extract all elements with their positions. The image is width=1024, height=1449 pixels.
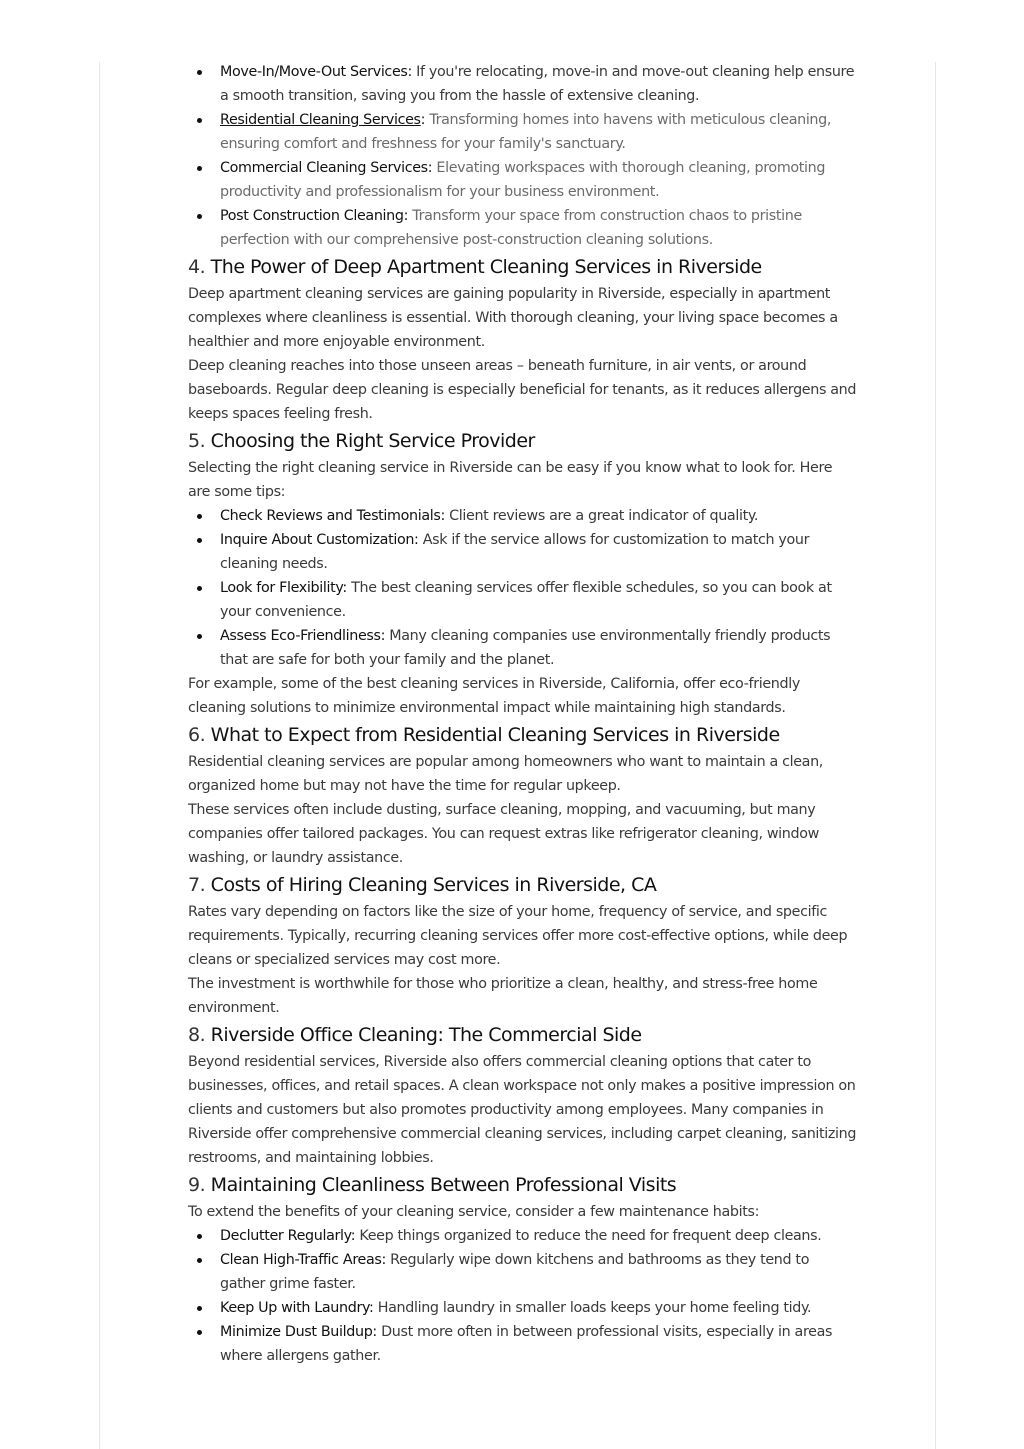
list-item: Commercial Cleaning Services: Elevating workspaces with thorough cleaning, promoting productivity and professionalism for your business environment.: [188, 156, 858, 204]
bullet-icon: [197, 70, 202, 75]
section-heading: 4. The Power of Deep Apartment Cleaning Services in Riverside: [188, 256, 762, 278]
bullet-icon: [197, 514, 202, 519]
paragraph: These services often include dusting, surface cleaning, mopping, and vacuuming, but many companies offer tailored packages. You can request extras like refrigerator cleaning, window washing, or laundry assistance.: [188, 802, 819, 866]
list-item: Move-In/Move-Out Services: If you're relocating, move-in and move-out cleaning help ensure a smooth transition, saving you from the hassle of extensive cleaning.: [188, 60, 858, 108]
list-item: Keep Up with Laundry: Handling laundry in smaller loads keeps your home feeling tidy.: [188, 1296, 858, 1320]
list-item: Look for Flexibility: The best cleaning services offer flexible schedules, so you can book at your convenience.: [188, 576, 858, 624]
paragraph: The investment is worthwhile for those who prioritize a clean, healthy, and stress-free home environment.: [188, 976, 818, 1016]
paragraph: Selecting the right cleaning service in Riverside can be easy if you know what to look for. Here are some tips:: [188, 460, 833, 500]
list-item: Residential Cleaning Services: Transforming homes into havens with meticulous cleaning, ensuring comfort and freshness for your family's sanctuary.: [188, 108, 858, 156]
page-right-border: [935, 62, 936, 1449]
residential-cleaning-services-link[interactable]: Residential Cleaning Services: [220, 112, 421, 128]
bullet-icon: [197, 1234, 202, 1239]
tips-list: [188, 504, 858, 672]
habits-list: [188, 1224, 858, 1368]
bullet-icon: [197, 1330, 202, 1335]
bullet-icon: [197, 538, 202, 543]
bullet-icon: [197, 1306, 202, 1311]
list-item: Post Construction Cleaning: Transform your space from construction chaos to pristine perfection with our comprehensive post-construction cleaning solutions.: [188, 204, 858, 252]
paragraph: For example, some of the best cleaning services in Riverside, California, offer eco-friendly cleaning solutions to minimize environmental impact while maintaining high standards.: [188, 676, 800, 716]
list-item: Minimize Dust Buildup: Dust more often in between professional visits, especially in areas where allergens gather.: [188, 1320, 858, 1368]
services-list: [188, 60, 858, 252]
list-item: Check Reviews and Testimonials: Client reviews are a great indicator of quality.: [188, 504, 858, 528]
section-heading: 6. What to Expect from Residential Cleaning Services in Riverside: [188, 724, 780, 746]
paragraph: Beyond residential services, Riverside also offers commercial cleaning options that cater to businesses, offices, and retail spaces. A clean workspace not only makes a positive impression on clients and customers but also promotes productivity among employees. Many companies in Riverside offer comprehensive commercial cleaning services, including carpet cleaning, sanitizing restrooms, and maintaining lobbies.: [188, 1054, 857, 1166]
bullet-icon: [197, 118, 202, 123]
list-item: Assess Eco-Friendliness: Many cleaning companies use environmentally friendly products that are safe for both your family and the planet.: [188, 624, 858, 672]
paragraph: Rates vary depending on factors like the size of your home, frequency of service, and specific requirements. Typically, recurring cleaning services offer more cost-effective options, while deep cleans or specialized services may cost more.: [188, 904, 848, 968]
list-item: Inquire About Customization: Ask if the service allows for customization to match your cleaning needs.: [188, 528, 858, 576]
page-left-border: [99, 62, 100, 1449]
paragraph: Deep cleaning reaches into those unseen areas – beneath furniture, in air vents, or around baseboards. Regular deep cleaning is especially beneficial for tenants, as it reduces allergens and keeps spaces feeling fresh.: [188, 358, 857, 422]
bullet-icon: [197, 586, 202, 591]
section-heading: 8. Riverside Office Cleaning: The Commercial Side: [188, 1024, 642, 1046]
section-heading: 5. Choosing the Right Service Provider: [188, 430, 535, 452]
bullet-icon: [197, 214, 202, 219]
paragraph: Deep apartment cleaning services are gaining popularity in Riverside, especially in apartment complexes where cleanliness is essential. With thorough cleaning, your living space becomes a healthier and more enjoyable environment.: [188, 286, 838, 350]
bullet-icon: [197, 1258, 202, 1263]
section-heading: 7. Costs of Hiring Cleaning Services in Riverside, CA: [188, 874, 657, 896]
list-item: Declutter Regularly: Keep things organized to reduce the need for frequent deep cleans.: [188, 1224, 858, 1248]
list-item: Clean High-Traffic Areas: Regularly wipe down kitchens and bathrooms as they tend to gather grime faster.: [188, 1248, 858, 1296]
section-heading: 9. Maintaining Cleanliness Between Professional Visits: [188, 1174, 677, 1196]
bullet-icon: [197, 166, 202, 171]
article-body: [188, 60, 858, 1368]
bullet-icon: [197, 634, 202, 639]
paragraph: To extend the benefits of your cleaning service, consider a few maintenance habits:: [188, 1204, 760, 1220]
paragraph: Residential cleaning services are popular among homeowners who want to maintain a clean, organized home but may not have the time for regular upkeep.: [188, 754, 823, 794]
